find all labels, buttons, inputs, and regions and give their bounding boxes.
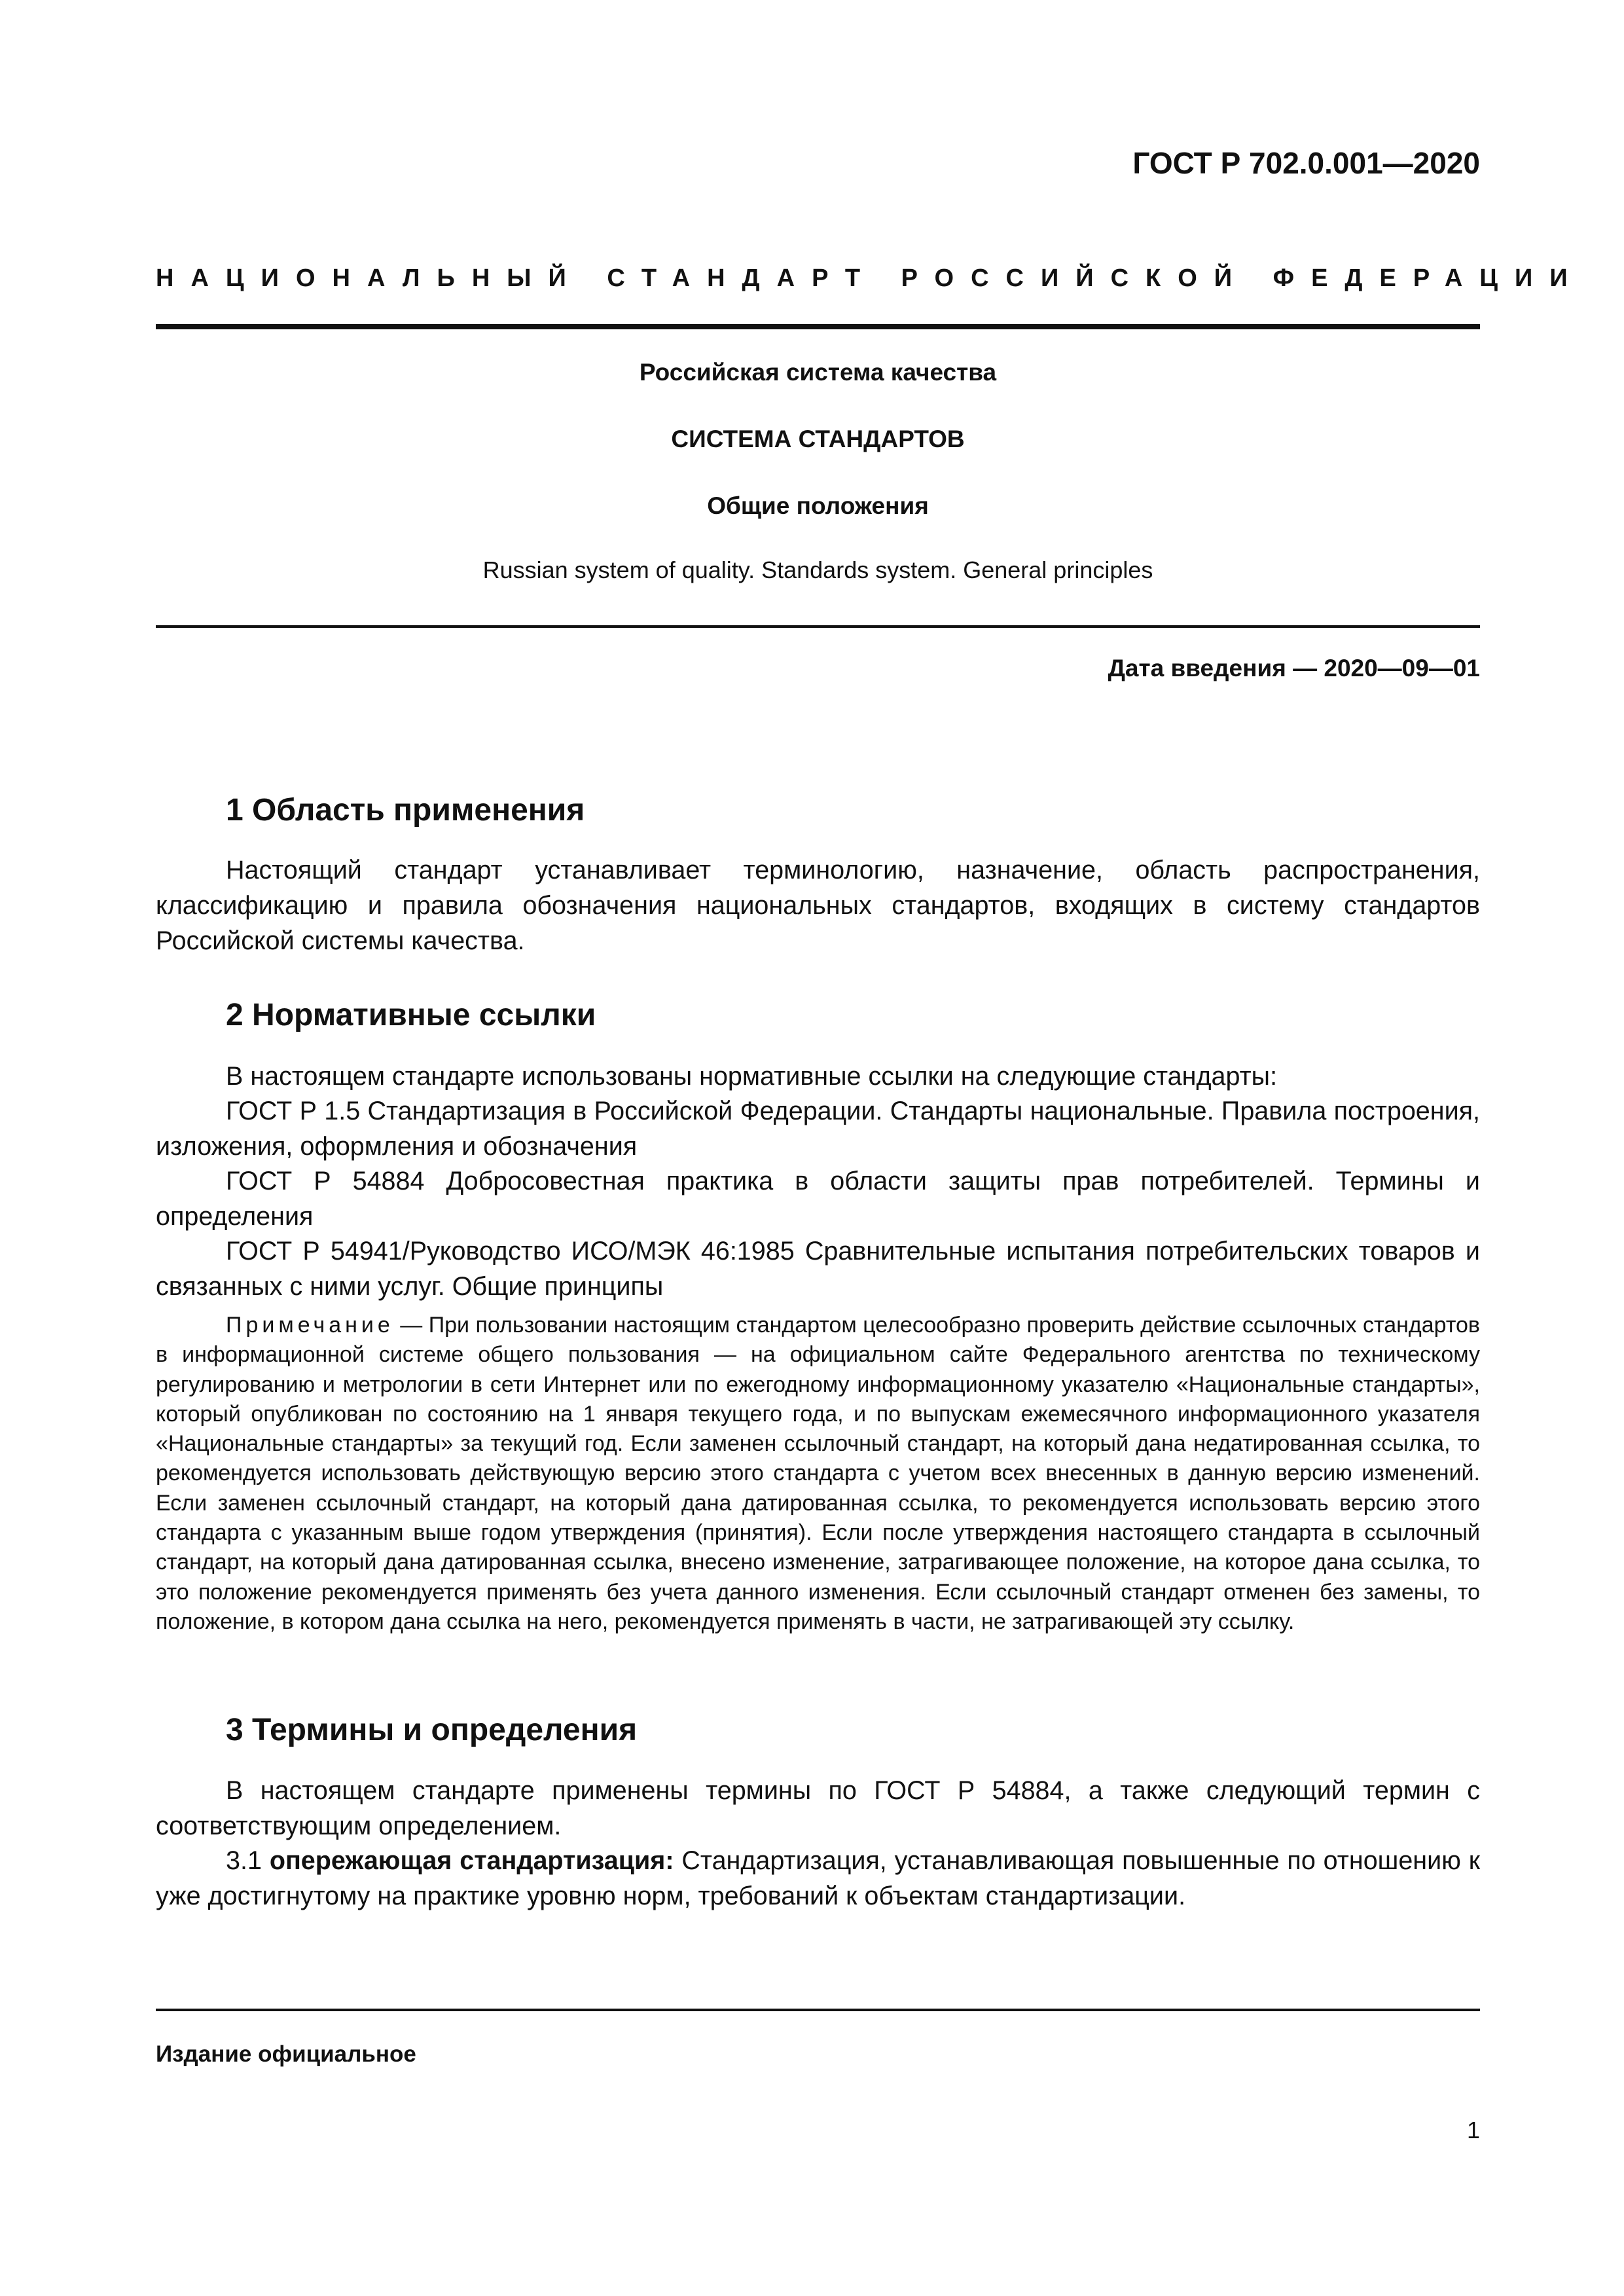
section-3-heading: 3 Термины и определения [226,1713,638,1747]
reference-item: ГОСТ Р 54941/Руководство ИСО/МЭК 46:1985 Сравнительные испытания потребительских товаров и связанных с ними услуг. Общие принципы [156,1237,1480,1301]
edition-label: Издание официальное [156,2041,416,2067]
national-standard-heading [156,264,1585,293]
footer-rule [156,2009,1480,2011]
intro-date: Дата введения — 2020—09—01 [1108,655,1480,682]
term-number: 3.1 [226,1846,270,1875]
reference-item: ГОСТ Р 1.5 Стандартизация в Российской Федерации. Стандарты национальные. Правила построения, изложения, оформления и обозначения [156,1097,1480,1161]
section-3-text: В настоящем стандарте применены термины по ГОСТ Р 54884, а также следующий термин с соответствующим определением. [156,1776,1480,1840]
section-2-heading: 2 Нормативные ссылки [226,998,596,1032]
title-rule [156,625,1480,628]
note-text: — При пользовании настоящим стандартом целесообразно проверить действие ссылочных стандартов в информационной системе общего пользования — на официальном сайте Федерального агентства по техническому регулированию и метрологии в сети Интернет или по ежегодному информационному указателю «Национальные стандарты», который опубликован по состоянию на 1 января текущего года, и по выпускам ежемесячного информационного указателя «Национальные стандарты» за текущий год. Если заменен ссылочный стандарт, на который дана недатированная ссылка, то рекомендуется использовать действующую версию этого стандарта с учетом всех внесенных в данную версию изменений. Если заменен ссылочный стандарт, на который дана датированная ссылка, то рекомендуется использовать версию этого стандарта с указанным выше годом утверждения (принятия). Если после утверждения настоящего стандарта в ссылочный стандарт, на который дана датированная ссылка, внесено изменение, затрагивающее положение, на которое дана ссылка, то это положение рекомендуется применять без учета данного изменения. Если ссылочный стандарт отменен без замены, то положение, в котором дана ссылка на него, рекомендуется применять в части, не затрагивающей эту ссылку. [156,1313,1480,1634]
section-1-text: Настоящий стандарт устанавливает терминологию, назначение, область распространения, классификацию и правила обозначения национальных стандартов, входящих в систему стандартов Российской системы качества. [156,856,1480,955]
page-number: 1 [1466,2117,1480,2143]
english-title: Russian system of quality. Standards system. General principles [482,556,1153,583]
reference-item: ГОСТ Р 54884 Добросовестная практика в области защиты прав потребителей. Термины и определения [156,1167,1480,1231]
note-paragraph [156,1311,1480,1637]
subject-line: Российская система качества [639,359,997,386]
term-name: опережающая стандартизация: [269,1846,674,1875]
gost-number: ГОСТ Р 702.0.001—2020 [1132,146,1480,180]
standard-subtitle: Общие положения [707,492,929,519]
term-definition-paragraph [156,1843,1480,1914]
section-1-heading: 1 Область применения [226,793,585,828]
national-standard-text: НАЦИОНАЛЬНЫЙ СТАНДАРТ РОССИЙСКОЙ ФЕДЕРАЦИИ [156,264,1585,292]
note-label: Примечание [226,1313,394,1338]
section-2-intro: В настоящем стандарте использованы нормативные ссылки на следующие стандарты: [226,1062,1278,1091]
term-definition: Стандартизация, устанавливающая повышенные по отношению к уже достигнутому на практике уровню норм, требований к объектам стандартизации. [156,1846,1480,1910]
standard-title: СИСТЕМА СТАНДАРТОВ [671,426,965,452]
header-rule [156,324,1480,329]
